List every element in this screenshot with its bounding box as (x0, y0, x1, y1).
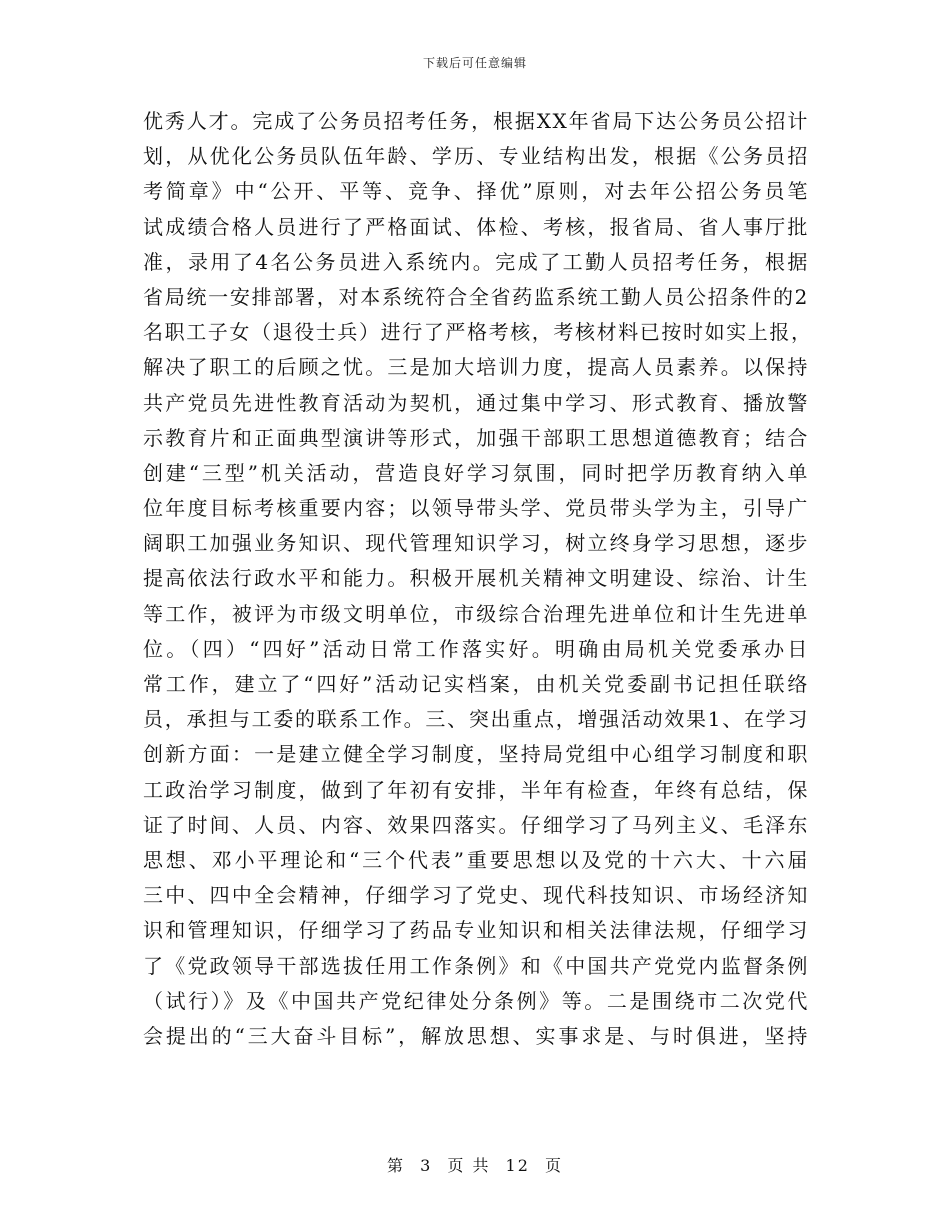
body-line: 员，承担与工委的联系工作。三、突出重点，增强活动效果1、在学习 (143, 707, 809, 732)
body-line: 解决了职工的后顾之忧。三是加大培训力度，提高人员素养。以保持 (143, 355, 809, 380)
footer-prefix: 第 (386, 1156, 405, 1175)
header-note: 下载后可任意编辑 (422, 56, 527, 70)
body-line: 位。（四）“四好”活动日常工作落实好。明确由局机关党委承办日 (143, 636, 809, 661)
body-line: 证了时间、人员、内容、效果四落实。仔细学习了马列主义、毛泽东 (143, 812, 809, 837)
body-line: 创新方面：一是建立健全学习制度，坚持局党组中心组学习制度和职 (143, 742, 809, 767)
body-line: 考简章》中“公开、平等、竞争、择优”原则，对去年公招公务员笔 (143, 179, 809, 204)
body-line: 阔职工加强业务知识、现代管理知识学习，树立终身学习思想，逐步 (143, 531, 809, 556)
body-line: 省局统一安排部署，对本系统符合全省药监系统工勤人员公招条件的2 (143, 284, 809, 309)
body-line: 思想、邓小平理论和“三个代表”重要思想以及党的十六大、十六届 (143, 847, 809, 872)
body-line: 识和管理知识，仔细学习了药品专业知识和相关法律法规，仔细学习 (143, 918, 809, 943)
body-line: （试行）》及《中国共产党纪律处分条例》等。二是围绕市二次党代 (143, 988, 809, 1013)
body-line: 会提出的“三大奋斗目标”，解放思想、实事求是、与时俱进，坚持 (143, 1023, 809, 1048)
body-text (143, 104, 813, 1054)
body-line: 试成绩合格人员进行了严格面试、体检、考核，报省局、省人事厅批 (143, 214, 809, 239)
body-line: 工政治学习制度，做到了年初有安排，半年有检查，年终有总结，保 (143, 777, 809, 802)
body-line: 了《党政领导干部选拔任用工作条例》和《中国共产党党内监督条例 (143, 953, 809, 978)
body-line: 名职工子女（退役士兵）进行了严格考核，考核材料已按时如实上报， (143, 320, 813, 345)
body-line: 常工作，建立了“四好”活动记实档案，由机关党委副书记担任联络 (143, 672, 809, 696)
footer-total-pages: 12 (505, 1156, 530, 1175)
body-line: 创建“三型”机关活动，营造良好学习氛围，同时把学历教育纳入单 (143, 460, 809, 485)
body-line: 等工作，被评为市级文明单位，市级综合治理先进单位和计生先进单 (143, 601, 809, 626)
footer-suffix: 页 (545, 1156, 564, 1175)
body-line: 示教育片和正面典型演讲等形式，加强干部职工思想道德教育；结合 (143, 425, 809, 450)
body-line: 共产党员先进性教育活动为契机，通过集中学习、形式教育、播放警 (143, 390, 809, 415)
body-line: 准，录用了4名公务员进入系统内。完成了工勤人员招考任务，根据 (143, 249, 809, 274)
body-line: 优秀人才。完成了公务员招考任务，根据XX年省局下达公务员公招计 (143, 109, 809, 133)
body-line: 三中、四中全会精神，仔细学习了党史、现代科技知识、市场经济知 (143, 883, 809, 908)
page-footer (0, 1153, 950, 1176)
footer-page-number: 3 (420, 1156, 433, 1175)
footer-middle: 页 共 (447, 1156, 491, 1175)
body-line: 划，从优化公务员队伍年龄、学历、专业结构出发，根据《公务员招 (143, 144, 809, 169)
body-line: 位年度目标考核重要内容；以领导带头学、党员带头学为主，引导广 (143, 496, 809, 521)
body-line: 提高依法行政水平和能力。积极开展机关精神文明建设、综治、计生 (143, 566, 809, 591)
